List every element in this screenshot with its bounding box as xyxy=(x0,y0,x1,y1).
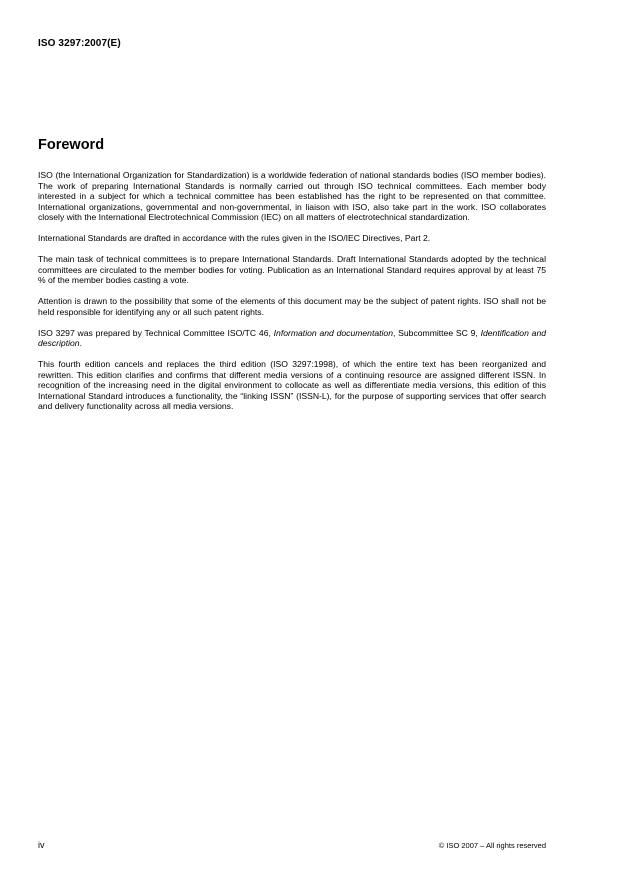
paragraph-directives: International Standards are drafted in accordance with the rules given in the ISO/IEC Directives, Part 2. xyxy=(38,233,431,243)
prepared-by-text-1: ISO 3297 was prepared by Technical Committee ISO/TC 46, xyxy=(38,327,274,338)
foreword-body xyxy=(38,170,546,422)
copyright-notice: © ISO 2007 – All rights reserved xyxy=(438,841,546,850)
paragraph-patents: Attention is drawn to the possibility that some of the elements of this document may be the subject of patent rights. ISO shall not be held responsible for identifying any or all such patent rights. xyxy=(38,296,546,317)
page-number: iv xyxy=(38,840,45,850)
paragraph-edition: This fourth edition cancels and replaces the third edition (ISO 3297:1998), of which the entire text has been reorganized and rewritten. This edition clarifies and confirms that different media versions of a continuing resource are assigned different ISSN. In recognition of the increasing need in the digital environment to collocate as well as differentiate media versions, this edition of this International Standard introduces a functionality, the “linking ISSN” (ISSN-L), for the purpose of supporting services that offer search and delivery functionality across all media versions. xyxy=(38,359,546,411)
subcommittee-name: Identification and description xyxy=(38,327,546,348)
committee-name: Information and documentation xyxy=(273,327,393,338)
paragraph-prepared-by xyxy=(38,328,546,349)
prepared-by-text-3: . xyxy=(79,338,82,348)
document-id-header: ISO 3297:2007(E) xyxy=(38,38,121,49)
prepared-by-text-2: , Subcommittee SC 9, xyxy=(392,327,481,338)
section-title: Foreword xyxy=(38,137,105,153)
paragraph-iso-intro: ISO (the International Organization for Standardization) is a worldwide federation of national standards bodies (ISO member bodies). The work of preparing International Standards is normally carried out through ISO technical committees. Each member body interested in a subject for which a technical committee has been established has the right to be represented on that committee. International organizations, governmental and non-governmental, in liaison with ISO, also take part in the work. ISO collaborates closely with the International Electrotechnical Commission (IEC) on all matters of electrotechnical standardization. xyxy=(38,170,546,222)
paragraph-committees: The main task of technical committees is to prepare International Standards. Draft International Standards adopted by the technical committees are circulated to the member bodies for voting. Publication as an International Standard requires approval by at least 75 % of the member bodies casting a vote. xyxy=(38,254,546,285)
